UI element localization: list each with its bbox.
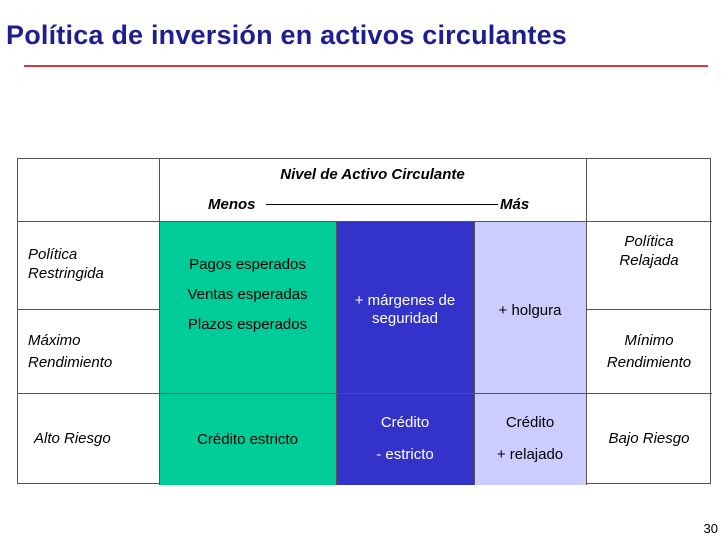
left-policy-line1: Política: [28, 246, 78, 263]
blue-credit-line1: Crédito: [380, 414, 430, 431]
blue-credit-line2: - estricto: [376, 446, 434, 463]
axis-arrow-line: [266, 204, 498, 205]
grid-hline-1: [18, 221, 712, 222]
green-item-2: Ventas esperadas: [187, 286, 308, 303]
green-credit: Crédito estricto: [197, 431, 298, 448]
left-return-line2: Rendimiento: [28, 354, 113, 371]
green-item-1: Pagos esperados: [189, 256, 306, 273]
right-return-line2: Rendimiento: [606, 354, 692, 371]
blue-line1: + márgenes de: [354, 292, 456, 309]
title-underline: [24, 65, 708, 67]
right-policy-line2: Relajada: [619, 252, 679, 269]
grid-hline-4: [18, 393, 712, 394]
blue-line2: seguridad: [372, 310, 438, 327]
grid-hline-2: [18, 309, 159, 310]
page-number: 30: [703, 521, 718, 536]
grid-hline-3: [586, 309, 712, 310]
less-label: Menos: [208, 196, 256, 213]
green-item-3: Plazos esperados: [187, 316, 308, 333]
right-policy-line1: Política: [624, 233, 674, 250]
lavender-main: + holgura: [498, 302, 562, 319]
slide-title: Política de inversión en activos circulantes: [6, 20, 568, 50]
policy-table: [17, 158, 711, 484]
axis-title: Nivel de Activo Circulante: [280, 166, 465, 183]
lavender-credit-line1: Crédito: [505, 414, 555, 431]
right-risk-label: Bajo Riesgo: [608, 430, 690, 447]
right-return-line1: Mínimo: [624, 332, 674, 349]
left-policy-line2: Restringida: [28, 265, 104, 282]
left-return-line1: Máximo: [28, 332, 81, 349]
more-label: Más: [500, 196, 530, 213]
lavender-credit-line2: + relajado: [496, 446, 564, 463]
left-risk-label: Alto Riesgo: [34, 430, 111, 447]
